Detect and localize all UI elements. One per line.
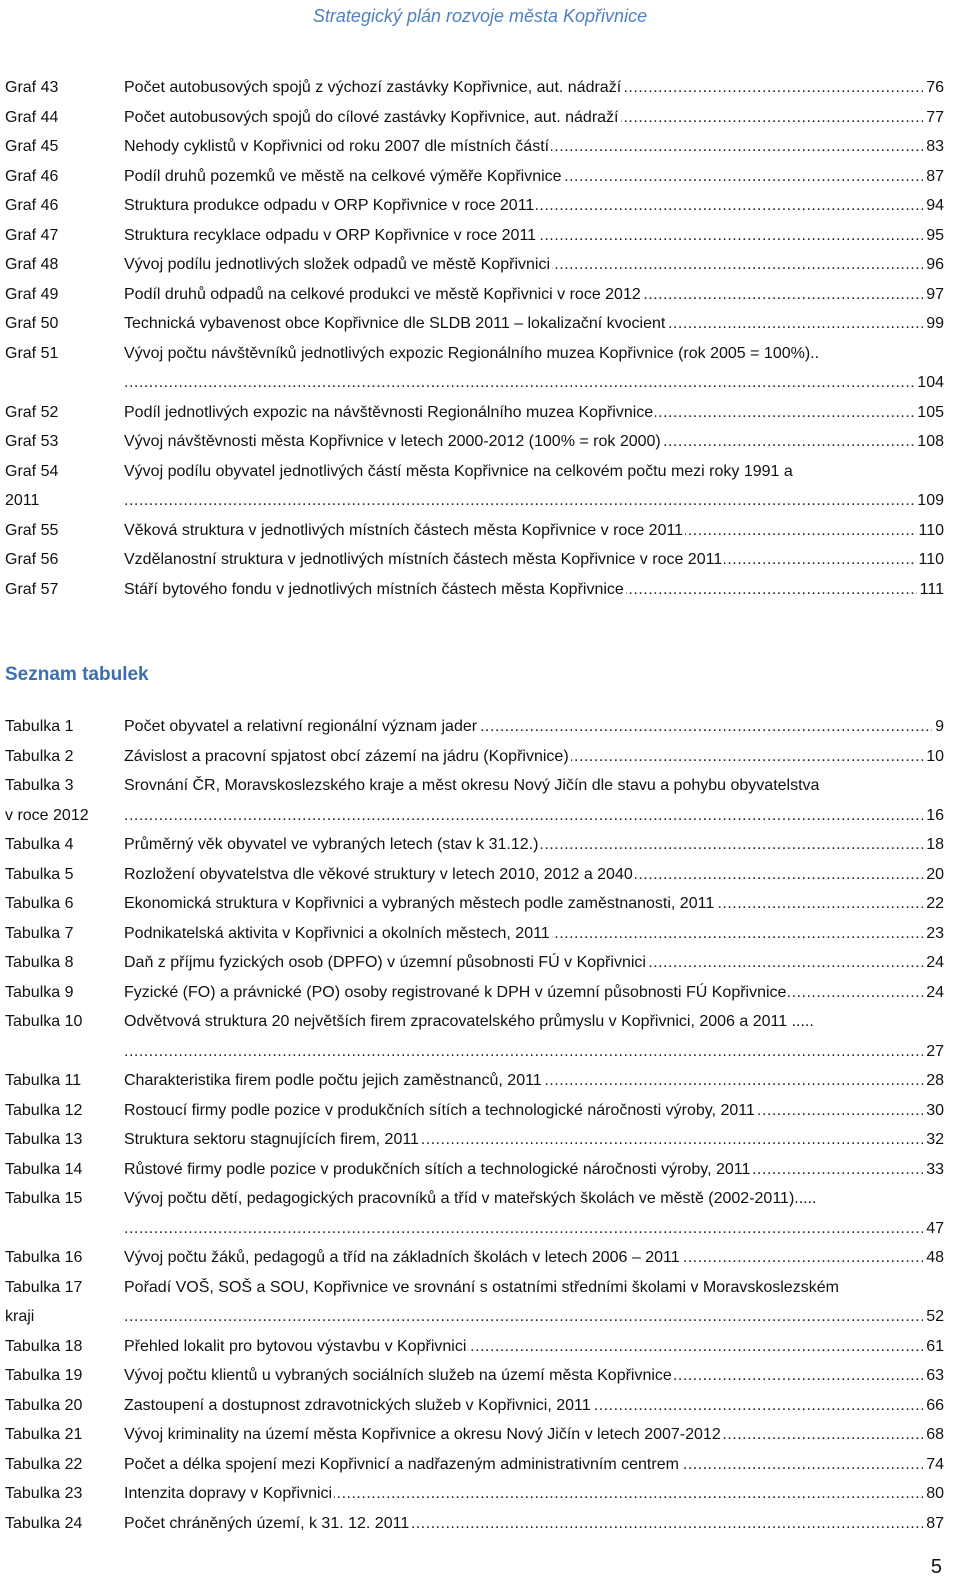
entry-page-number: 47 <box>923 1214 944 1244</box>
entry-page-number: 24 <box>923 978 944 1008</box>
table-list-item[interactable] <box>0 742 960 772</box>
entry-page-number: 94 <box>923 191 944 221</box>
dot-leader <box>124 1037 944 1067</box>
entry-label-continuation: kraji <box>5 1308 35 1325</box>
entry-title: Vývoj počtu návštěvníků jednotlivých expozic Regionálního muzea Kopřivnice (rok 2005 = 100%).. <box>124 344 820 362</box>
entry-label-continuation: v roce 2012 <box>5 806 89 824</box>
table-list-item[interactable] <box>0 1155 960 1185</box>
entry-page-number: 22 <box>923 889 944 919</box>
entry-page-number: 27 <box>923 1037 944 1067</box>
entry-label: Graf 43 <box>5 79 59 96</box>
entry-title: Stáří bytového fondu v jednotlivých místních částech města Kopřivnice <box>124 580 624 598</box>
entry-page-number: 28 <box>923 1066 944 1096</box>
dot-leader <box>124 368 944 398</box>
entry-label: Tabulka 21 <box>5 1426 83 1443</box>
entry-title: Podíl druhů pozemků ve městě na celkové výměře Kopřivnice <box>124 167 562 185</box>
entry-page-number: 80 <box>923 1479 944 1509</box>
table-list-item[interactable] <box>0 1450 960 1480</box>
page-number: 5 <box>930 1556 942 1578</box>
entry-label: Tabulka 18 <box>5 1337 83 1355</box>
entry-label: Tabulka 20 <box>5 1396 83 1414</box>
entry-label: Graf 45 <box>5 138 59 155</box>
entry-title: Intenzita dopravy v Kopřivnici <box>124 1485 333 1502</box>
entry-label: Tabulka 8 <box>5 954 74 971</box>
entry-title: Počet autobusových spojů do cílové zastávky Kopřivnice, aut. nádraží <box>124 108 619 126</box>
entry-label: Tabulka 6 <box>5 895 74 912</box>
figure-list-item[interactable] <box>0 545 960 575</box>
page-header-title: Strategický plán rozvoje města Kopřivnice <box>312 6 648 26</box>
entry-title: Charakteristika firem podle počtu jejich zaměstnanců, 2011 <box>124 1072 542 1089</box>
entry-page-number: 96 <box>923 250 944 280</box>
entry-page-number: 24 <box>923 948 944 978</box>
entry-page-number: 109 <box>914 486 944 516</box>
tables-heading: Seznam tabulek <box>5 664 149 685</box>
entry-page-number: 16 <box>923 801 944 831</box>
entry-label: Tabulka 24 <box>5 1514 83 1532</box>
dot-leader <box>124 1302 944 1332</box>
entry-page-number: 87 <box>923 1509 944 1539</box>
entry-label: Tabulka 19 <box>5 1367 83 1384</box>
entry-title: Vývoj počtu dětí, pedagogických pracovníků a tříd v mateřských školách ve městě (2002-2011)..... <box>124 1190 817 1207</box>
entry-label: Graf 57 <box>5 580 59 598</box>
entry-page-number: 77 <box>923 103 944 133</box>
entry-title: Vzdělanostní struktura v jednotlivých místních částech města Kopřivnice v roce 2011 <box>124 551 723 568</box>
entry-title: Daň z příjmu fyzických osob (DPFO) v územní působnosti FÚ v Kopřivnici <box>124 954 646 971</box>
figure-list-item[interactable] <box>0 221 960 251</box>
entry-title: Struktura produkce odpadu v ORP Kopřivnice v roce 2011 <box>124 197 535 214</box>
entry-title: Přehled lokalit pro bytovou výstavbu v Kopřivnici <box>124 1337 467 1355</box>
entry-label: Graf 47 <box>5 226 59 244</box>
entry-title: Nehody cyklistů v Kopřivnici od roku 2007 dle místních částí <box>124 138 550 155</box>
entry-title: Struktura sektoru stagnujících firem, 2011 <box>124 1131 419 1148</box>
entry-page-number: 9 <box>932 712 944 742</box>
entry-label: Tabulka 22 <box>5 1455 83 1473</box>
dot-leader <box>124 801 944 831</box>
entry-title: Odvětvová struktura 20 největších firem zpracovatelského průmyslu v Kopřivnici, 2006 a 2011 ..... <box>124 1013 814 1030</box>
entry-page-number: 83 <box>923 132 944 162</box>
figure-list-item[interactable] <box>0 132 960 162</box>
entry-title: Vývoj návštěvnosti města Kopřivnice v letech 2000-2012 (100% = rok 2000) <box>124 433 661 450</box>
entry-label: Tabulka 4 <box>5 836 74 853</box>
table-list-item[interactable] <box>0 1007 960 1066</box>
entry-page-number: 105 <box>914 398 944 428</box>
entry-label: Tabulka 1 <box>5 718 74 735</box>
entry-title: Vývoj počtu klientů u vybraných sociálních služeb na území města Kopřivnice <box>124 1367 672 1384</box>
table-list-item[interactable] <box>0 1361 960 1391</box>
entry-label: Graf 46 <box>5 167 59 185</box>
table-list-item[interactable] <box>0 830 960 860</box>
entry-label: Tabulka 12 <box>5 1101 83 1119</box>
entry-label: Graf 49 <box>5 285 59 303</box>
entry-page-number: 74 <box>923 1450 944 1480</box>
figure-list-item[interactable] <box>0 427 960 457</box>
entry-page-number: 108 <box>914 427 944 457</box>
table-list-item[interactable] <box>0 860 960 890</box>
entry-title: Technická vybavenost obce Kopřivnice dle SLDB 2011 – lokalizační kvocient <box>124 315 666 332</box>
entry-label: Tabulka 10 <box>5 1013 83 1030</box>
dot-leader <box>124 1214 944 1244</box>
entry-title: Průměrný věk obyvatel ve vybraných letech (stav k 31.12.) <box>124 836 539 853</box>
table-list-item[interactable] <box>0 1243 960 1273</box>
entry-page-number: 66 <box>923 1391 944 1421</box>
entry-label: Graf 53 <box>5 433 59 450</box>
entry-title: Srovnání ČR, Moravskoslezského kraje a měst okresu Nový Jičín dle stavu a pohybu obyvatelstva <box>124 777 820 794</box>
entry-label: Tabulka 5 <box>5 865 74 883</box>
entry-label: Tabulka 2 <box>5 747 74 765</box>
entry-page-number: 110 <box>915 545 944 575</box>
entry-title: Ekonomická struktura v Kopřivnici a vybraných městech podle zaměstnanosti, 2011 <box>124 895 715 912</box>
entry-page-number: 99 <box>923 309 944 339</box>
table-list-item[interactable] <box>0 1479 960 1509</box>
entry-label: Tabulka 7 <box>5 924 74 942</box>
figure-list-item[interactable] <box>0 575 960 605</box>
entry-label: Tabulka 23 <box>5 1485 83 1502</box>
entry-label: Graf 46 <box>5 197 59 214</box>
entry-label: Tabulka 11 <box>5 1072 82 1089</box>
figure-list-item[interactable] <box>0 162 960 192</box>
table-list-item[interactable] <box>0 1420 960 1450</box>
entry-title: Růstové firmy podle pozice v produkčních sítích a technologické náročnosti výroby, 2011 <box>124 1160 751 1178</box>
figure-list-item[interactable] <box>0 103 960 133</box>
entry-label: Tabulka 15 <box>5 1190 83 1207</box>
entry-title: Závislost a pracovní spjatost obcí zázemí na jádru (Kopřivnice) <box>124 747 569 765</box>
entry-label: Graf 54 <box>5 462 59 480</box>
entry-title: Podíl jednotlivých expozic na návštěvnosti Regionálního muzea Kopřivnice <box>124 403 654 421</box>
entry-title: Vývoj podílu jednotlivých složek odpadů ve městě Kopřivnici <box>124 256 551 273</box>
entry-page-number: 30 <box>923 1096 944 1126</box>
entry-label: Tabulka 14 <box>5 1160 83 1178</box>
figure-list-item[interactable] <box>0 309 960 339</box>
entry-title: Počet chráněných území, k 31. 12. 2011 <box>124 1514 410 1532</box>
figure-list-item[interactable] <box>0 339 960 398</box>
entry-title: Podíl druhů odpadů na celkové produkci ve městě Kopřivnici v roce 2012 <box>124 285 641 303</box>
entry-label: Graf 51 <box>5 344 59 362</box>
figure-list-item[interactable] <box>0 516 960 546</box>
entry-title: Vývoj kriminality na území města Kopřivnice a okresu Nový Jičín v letech 2007-2012 <box>124 1426 721 1443</box>
table-list-item[interactable] <box>0 1391 960 1421</box>
entry-label: Graf 50 <box>5 315 59 332</box>
table-list-item[interactable] <box>0 1332 960 1362</box>
entry-label: Graf 44 <box>5 108 59 126</box>
table-list-item[interactable] <box>0 1096 960 1126</box>
figure-list-item[interactable] <box>0 457 960 516</box>
entry-title: Věková struktura v jednotlivých místních částech města Kopřivnice v roce 2011 <box>124 521 684 539</box>
entry-title: Podnikatelská aktivita v Kopřivnici a okolních městech, 2011 <box>124 924 550 942</box>
table-list-item[interactable] <box>0 1509 960 1539</box>
entry-label: Graf 48 <box>5 256 59 273</box>
entry-label: Graf 52 <box>5 403 59 421</box>
table-list-item[interactable] <box>0 1184 960 1243</box>
table-list-item[interactable] <box>0 1273 960 1332</box>
entry-title: Počet a délka spojení mezi Kopřivnicí a nadřazeným administrativním centrem <box>124 1455 679 1473</box>
entry-page-number: 110 <box>915 516 944 546</box>
table-list-item[interactable] <box>0 919 960 949</box>
table-list-item[interactable] <box>0 771 960 830</box>
entry-title: Struktura recyklace odpadu v ORP Kopřivnice v roce 2011 <box>124 226 537 244</box>
entry-page-number: 48 <box>923 1243 944 1273</box>
entry-label-continuation: 2011 <box>5 492 40 509</box>
table-list-item[interactable] <box>0 889 960 919</box>
figure-list-item[interactable] <box>0 398 960 428</box>
entry-label: Graf 56 <box>5 551 59 568</box>
dot-leader <box>124 486 944 516</box>
table-list-item[interactable] <box>0 978 960 1008</box>
entry-label: Tabulka 16 <box>5 1249 83 1266</box>
entry-page-number: 52 <box>923 1302 944 1332</box>
entry-label: Tabulka 9 <box>5 983 74 1001</box>
entry-page-number: 32 <box>923 1125 944 1155</box>
entry-title: Počet obyvatel a relativní regionální význam jader <box>124 718 478 735</box>
entry-page-number: 63 <box>923 1361 944 1391</box>
figure-list <box>0 73 960 604</box>
entry-page-number: 18 <box>923 830 944 860</box>
entry-page-number: 95 <box>923 221 944 251</box>
entry-title: Rostoucí firmy podle pozice v produkčních sítích a technologické náročnosti výroby, 2011 <box>124 1101 755 1119</box>
entry-label: Tabulka 3 <box>5 777 74 794</box>
entry-page-number: 111 <box>917 575 944 605</box>
table-list-item[interactable] <box>0 712 960 742</box>
entry-label: Tabulka 13 <box>5 1131 83 1148</box>
entry-page-number: 104 <box>914 368 944 398</box>
figure-list-item[interactable] <box>0 250 960 280</box>
entry-title: Rozložení obyvatelstva dle věkové struktury v letech 2010, 2012 a 2040 <box>124 865 633 883</box>
figure-list-item[interactable] <box>0 280 960 310</box>
figure-list-item[interactable] <box>0 191 960 221</box>
table-list <box>0 712 960 1538</box>
entry-page-number: 20 <box>923 860 944 890</box>
entry-page-number: 23 <box>923 919 944 949</box>
entry-page-number: 87 <box>923 162 944 192</box>
entry-title: Zastoupení a dostupnost zdravotnických služeb v Kopřivnici, 2011 <box>124 1396 591 1414</box>
entry-label: Graf 55 <box>5 521 59 539</box>
table-list-item[interactable] <box>0 1066 960 1096</box>
entry-page-number: 76 <box>923 73 944 103</box>
table-list-item[interactable] <box>0 948 960 978</box>
table-list-item[interactable] <box>0 1125 960 1155</box>
entry-page-number: 10 <box>923 742 944 772</box>
entry-title: Fyzické (FO) a právnické (PO) osoby registrované k DPH v územní působnosti FÚ Kopřivnice <box>124 983 787 1001</box>
entry-page-number: 33 <box>923 1155 944 1185</box>
entry-page-number: 68 <box>923 1420 944 1450</box>
figure-list-item[interactable] <box>0 73 960 103</box>
entry-page-number: 61 <box>923 1332 944 1362</box>
entry-title: Pořadí VOŠ, SOŠ a SOU, Kopřivnice ve srovnání s ostatními středními školami v Moravskoslezském <box>124 1278 839 1296</box>
entry-label: Tabulka 17 <box>5 1278 83 1296</box>
entry-page-number: 97 <box>923 280 944 310</box>
entry-title: Vývoj počtu žáků, pedagogů a tříd na základních školách v letech 2006 – 2011 <box>124 1249 680 1266</box>
entry-title: Počet autobusových spojů z výchozí zastávky Kopřivnice, aut. nádraží <box>124 79 622 96</box>
entry-title: Vývoj podílu obyvatel jednotlivých částí města Kopřivnice na celkovém počtu mezi roky 1991 a <box>124 462 793 480</box>
